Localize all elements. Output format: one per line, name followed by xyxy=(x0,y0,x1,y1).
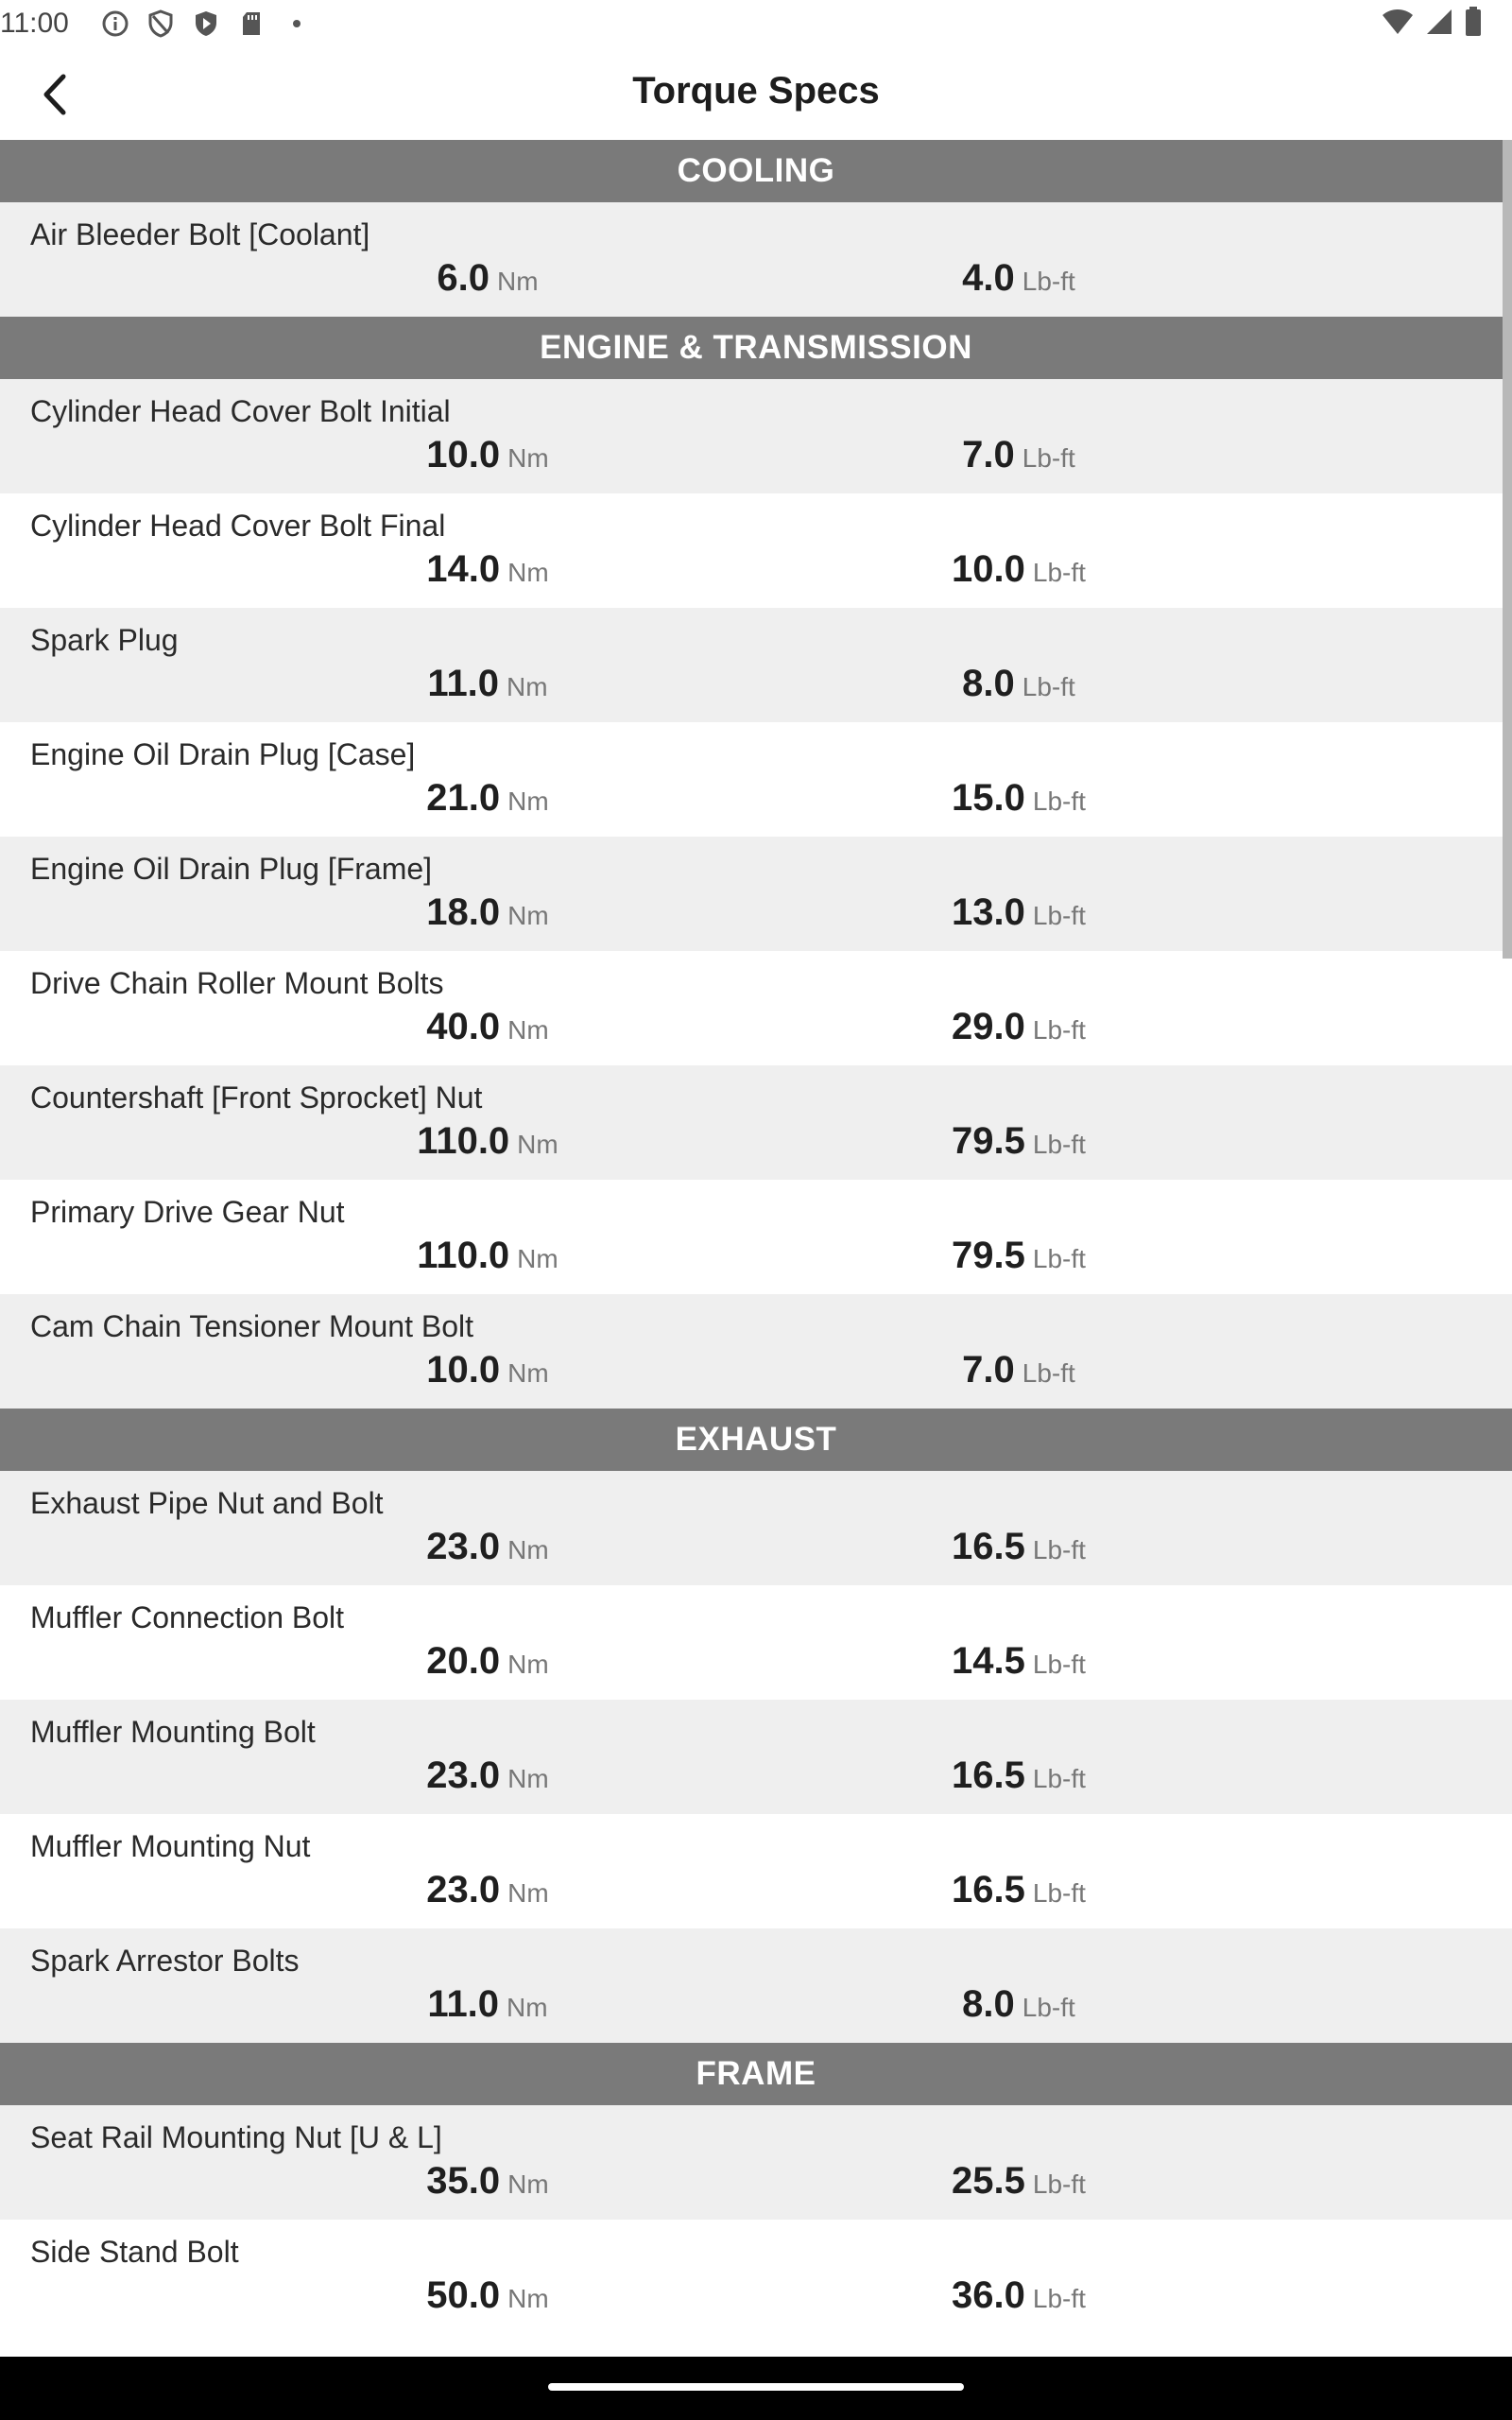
nm-unit: Nm xyxy=(517,1130,558,1159)
lbft-unit: Lb-ft xyxy=(1032,1764,1086,1793)
lbft-unit: Lb-ft xyxy=(1022,1358,1075,1388)
torque-item-name: Engine Oil Drain Plug [Frame] xyxy=(30,852,433,886)
lbft-unit: Lb-ft xyxy=(1032,901,1086,930)
home-gesture-handle[interactable] xyxy=(548,2383,964,2391)
torque-lbft-value xyxy=(962,663,1075,705)
torque-row[interactable] xyxy=(0,837,1512,951)
signal-icon xyxy=(1425,8,1453,41)
torque-nm-value xyxy=(426,434,548,476)
torque-item-name: Exhaust Pipe Nut and Bolt xyxy=(30,1486,384,1520)
torque-lbft-value xyxy=(952,1006,1086,1048)
torque-lbft-value xyxy=(952,548,1086,591)
torque-row[interactable] xyxy=(0,608,1512,722)
lbft-unit: Lb-ft xyxy=(1032,558,1086,587)
torque-lbft-value xyxy=(962,1983,1075,2026)
lbft-number: 36.0 xyxy=(952,2274,1025,2316)
torque-row[interactable] xyxy=(0,1294,1512,1409)
torque-item-name: Side Stand Bolt xyxy=(30,2235,239,2269)
app-bar xyxy=(0,47,1512,140)
torque-row[interactable] xyxy=(0,951,1512,1065)
lbft-number: 25.5 xyxy=(952,2160,1025,2202)
torque-item-name: Seat Rail Mounting Nut [U & L] xyxy=(30,2120,442,2154)
dot-icon xyxy=(282,9,312,39)
torque-row[interactable] xyxy=(0,2220,1512,2334)
lbft-unit: Lb-ft xyxy=(1032,2169,1086,2199)
nm-number: 50.0 xyxy=(426,2274,501,2316)
lbft-unit: Lb-ft xyxy=(1032,786,1086,816)
torque-row[interactable] xyxy=(0,202,1512,317)
nm-number: 6.0 xyxy=(437,257,490,299)
nm-number: 23.0 xyxy=(426,1754,501,1796)
torque-lbft-value xyxy=(952,2274,1086,2317)
torque-nm-value xyxy=(426,777,548,820)
lbft-number: 10.0 xyxy=(952,548,1025,590)
torque-nm-value xyxy=(427,1983,547,2026)
nm-number: 110.0 xyxy=(417,1120,510,1162)
torque-lbft-value xyxy=(952,777,1086,820)
play-shield-icon xyxy=(191,9,221,39)
torque-nm-value xyxy=(417,1235,558,1277)
nm-unit: Nm xyxy=(497,267,539,296)
lbft-number: 16.5 xyxy=(952,1526,1025,1567)
torque-lbft-value xyxy=(952,1120,1086,1163)
nm-unit: Nm xyxy=(507,1650,549,1679)
lbft-number: 14.5 xyxy=(952,1640,1025,1682)
lbft-unit: Lb-ft xyxy=(1032,1878,1086,1908)
torque-row[interactable] xyxy=(0,722,1512,837)
torque-item-name: Spark Plug xyxy=(30,623,179,657)
nm-number: 23.0 xyxy=(426,1869,501,1910)
nm-unit: Nm xyxy=(507,1535,549,1564)
lbft-unit: Lb-ft xyxy=(1032,1130,1086,1159)
section-header: FRAME xyxy=(0,2043,1512,2105)
torque-nm-value xyxy=(426,1349,548,1392)
nm-number: 10.0 xyxy=(426,434,501,475)
torque-lbft-value xyxy=(962,434,1075,476)
torque-nm-value xyxy=(426,2160,548,2203)
torque-row[interactable] xyxy=(0,379,1512,493)
nm-unit: Nm xyxy=(507,901,549,930)
lbft-number: 79.5 xyxy=(952,1120,1025,1162)
torque-lbft-value xyxy=(952,1235,1086,1277)
torque-row[interactable] xyxy=(0,1180,1512,1294)
wifi-icon xyxy=(1382,8,1414,41)
nm-unit: Nm xyxy=(507,1878,549,1908)
nm-number: 10.0 xyxy=(426,1349,501,1391)
nm-unit: Nm xyxy=(507,2169,549,2199)
torque-nm-value xyxy=(426,2274,548,2317)
lbft-unit: Lb-ft xyxy=(1032,1535,1086,1564)
torque-lbft-value xyxy=(952,891,1086,934)
nm-number: 23.0 xyxy=(426,1526,501,1567)
lbft-number: 16.5 xyxy=(952,1869,1025,1910)
status-system-icons xyxy=(1382,8,1482,40)
torque-item-name: Muffler Connection Bolt xyxy=(30,1600,345,1634)
status-time: 11:00 xyxy=(0,8,69,39)
torque-item-name: Spark Arrestor Bolts xyxy=(30,1944,300,1978)
lbft-unit: Lb-ft xyxy=(1022,1993,1075,2022)
torque-item-name: Muffler Mounting Bolt xyxy=(30,1715,316,1749)
nm-number: 14.0 xyxy=(426,548,501,590)
lbft-number: 79.5 xyxy=(952,1235,1025,1276)
torque-nm-value xyxy=(427,663,547,705)
lbft-number: 8.0 xyxy=(962,663,1015,704)
section-header: COOLING xyxy=(0,140,1512,202)
torque-lbft-value xyxy=(952,1754,1086,1797)
lbft-number: 15.0 xyxy=(952,777,1025,819)
torque-row[interactable] xyxy=(0,2105,1512,2220)
torque-lbft-value xyxy=(962,1349,1075,1392)
lbft-number: 4.0 xyxy=(962,257,1015,299)
info-icon xyxy=(100,9,130,39)
lbft-unit: Lb-ft xyxy=(1032,1244,1086,1273)
page-title: Torque Specs xyxy=(632,70,880,112)
nm-number: 11.0 xyxy=(427,1983,500,2025)
torque-lbft-value xyxy=(962,257,1075,300)
lbft-number: 7.0 xyxy=(962,434,1015,475)
torque-nm-value xyxy=(426,1006,548,1048)
torque-spec-list[interactable] xyxy=(0,140,1512,2357)
torque-nm-value xyxy=(426,548,548,591)
battery-icon xyxy=(1465,7,1482,42)
nm-unit: Nm xyxy=(507,1993,548,2022)
torque-nm-value xyxy=(426,1640,548,1683)
torque-item-name: Primary Drive Gear Nut xyxy=(30,1195,345,1229)
lbft-number: 8.0 xyxy=(962,1983,1015,2025)
nm-unit: Nm xyxy=(507,1764,549,1793)
nm-number: 110.0 xyxy=(417,1235,510,1276)
nm-number: 35.0 xyxy=(426,2160,501,2202)
nm-unit: Nm xyxy=(507,443,549,473)
status-notification-icons xyxy=(100,8,312,40)
nm-unit: Nm xyxy=(507,1358,549,1388)
torque-row[interactable] xyxy=(0,1065,1512,1180)
nm-number: 18.0 xyxy=(426,891,501,933)
torque-item-name: Engine Oil Drain Plug [Case] xyxy=(30,737,416,771)
scrollbar[interactable] xyxy=(1503,140,1512,959)
torque-nm-value xyxy=(426,1869,548,1911)
torque-row[interactable] xyxy=(0,1471,1512,1585)
torque-item-name: Drive Chain Roller Mount Bolts xyxy=(30,966,444,1000)
lbft-unit: Lb-ft xyxy=(1032,1650,1086,1679)
lbft-unit: Lb-ft xyxy=(1032,2284,1086,2313)
torque-row[interactable] xyxy=(0,1928,1512,2043)
lbft-unit: Lb-ft xyxy=(1022,672,1075,701)
torque-item-name: Cylinder Head Cover Bolt Initial xyxy=(30,394,451,428)
nm-unit: Nm xyxy=(517,1244,558,1273)
nm-number: 20.0 xyxy=(426,1640,501,1682)
torque-nm-value xyxy=(417,1120,558,1163)
nm-unit: Nm xyxy=(507,1015,549,1045)
section-header: ENGINE & TRANSMISSION xyxy=(0,317,1512,379)
nm-unit: Nm xyxy=(507,672,548,701)
lbft-unit: Lb-ft xyxy=(1022,267,1075,296)
lbft-number: 7.0 xyxy=(962,1349,1015,1391)
section-header: EXHAUST xyxy=(0,1409,1512,1471)
torque-item-name: Cam Chain Tensioner Mount Bolt xyxy=(30,1309,473,1343)
torque-nm-value xyxy=(426,1754,548,1797)
torque-lbft-value xyxy=(952,1526,1086,1568)
nm-number: 11.0 xyxy=(427,663,500,704)
torque-item-name: Cylinder Head Cover Bolt Final xyxy=(30,509,446,543)
torque-lbft-value xyxy=(952,2160,1086,2203)
status-bar xyxy=(0,0,1512,47)
lbft-unit: Lb-ft xyxy=(1022,443,1075,473)
torque-row[interactable] xyxy=(0,1814,1512,1928)
system-nav-bar xyxy=(0,2357,1512,2420)
torque-nm-value xyxy=(426,1526,548,1568)
nm-unit: Nm xyxy=(507,558,549,587)
nm-unit: Nm xyxy=(507,2284,549,2313)
torque-row[interactable] xyxy=(0,1585,1512,1700)
torque-row[interactable] xyxy=(0,493,1512,608)
torque-lbft-value xyxy=(952,1869,1086,1911)
shield-icon xyxy=(146,9,176,39)
torque-item-name: Countershaft [Front Sprocket] Nut xyxy=(30,1080,483,1115)
torque-lbft-value xyxy=(952,1640,1086,1683)
torque-item-name: Muffler Mounting Nut xyxy=(30,1829,311,1863)
lbft-number: 16.5 xyxy=(952,1754,1025,1796)
lbft-unit: Lb-ft xyxy=(1032,1015,1086,1045)
torque-item-name: Air Bleeder Bolt [Coolant] xyxy=(30,217,370,251)
torque-row[interactable] xyxy=(0,1700,1512,1814)
nm-number: 21.0 xyxy=(426,777,501,819)
torque-nm-value xyxy=(437,257,538,300)
nm-unit: Nm xyxy=(507,786,549,816)
lbft-number: 13.0 xyxy=(952,891,1025,933)
lbft-number: 29.0 xyxy=(952,1006,1025,1047)
nm-number: 40.0 xyxy=(426,1006,501,1047)
torque-nm-value xyxy=(426,891,548,934)
sd-card-icon xyxy=(236,9,266,39)
